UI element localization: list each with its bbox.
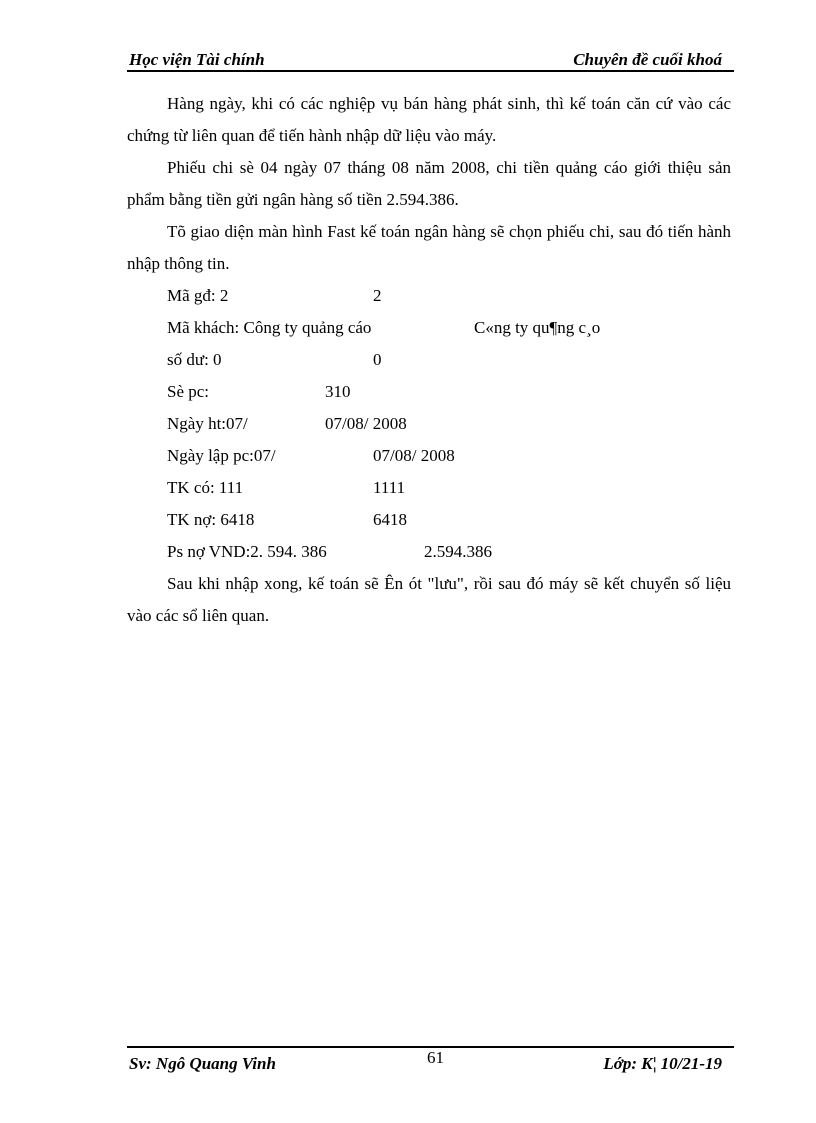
field-row-customer-code — [127, 312, 731, 344]
field-row-credit-account — [127, 472, 731, 504]
field-row-posting-date — [127, 408, 731, 440]
field-row-transaction-code — [127, 280, 731, 312]
field-label: TK có: 111 — [167, 478, 244, 497]
field-row-debit-account — [127, 504, 731, 536]
field-value: 07/08/ 2008 — [325, 414, 407, 433]
field-label: Ps nợ VND:2. 594. 386 — [167, 542, 327, 561]
field-row-debit-amount — [127, 536, 731, 568]
field-label: Mã gđ: 2 — [167, 286, 229, 305]
document-body — [127, 88, 731, 632]
field-value: 07/08/ 2008 — [373, 446, 455, 465]
field-label: Sè pc: — [167, 382, 210, 401]
footer-student: Sv: Ngô Quang Vinh — [129, 1054, 276, 1073]
paragraph-save: Sau khi nhập xong, kế toán sẽ Ên ót "lưu", rồi sau đó máy sẽ kết chuyển số liệu vào các sổ liên quan. — [127, 574, 731, 625]
page-footer — [127, 1046, 734, 1076]
page-number: 61 — [427, 1048, 444, 1067]
paragraph-voucher: Phiếu chi sè 04 ngày 07 tháng 08 năm 2008, chi tiền quảng cáo giới thiệu sản phẩm bằng tiền gửi ngân hàng số tiền 2.594.386. — [127, 158, 731, 209]
field-label: số dư: 0 — [167, 350, 222, 369]
field-value: 310 — [325, 382, 351, 401]
field-label: TK nợ: 6418 — [167, 510, 255, 529]
field-value: 1111 — [373, 478, 406, 497]
field-value: 0 — [373, 350, 382, 369]
field-value: 6418 — [373, 510, 407, 529]
page-header — [127, 48, 734, 72]
footer-class: Lớp: K¦ 10/21-19 — [603, 1054, 722, 1073]
header-institution: Học viện Tài chính — [129, 50, 265, 69]
field-label: Ngày ht:07/ — [167, 414, 248, 433]
field-value: C«ng ty qu¶ng c¸o — [474, 318, 601, 337]
field-value: 2 — [373, 286, 382, 305]
field-label: Ngày lập pc:07/ — [167, 446, 276, 465]
paragraph-intro: Hàng ngày, khi có các nghiệp vụ bán hàng phát sinh, thì kế toán căn cứ vào các chứng từ liên quan để tiến hành nhập dữ liệu vào máy. — [127, 94, 731, 145]
paragraph-interface: Tõ giao diện màn hình Fast kế toán ngân hàng sẽ chọn phiếu chi, sau đó tiến hành nhập thông tin. — [127, 222, 731, 273]
header-rule — [127, 70, 734, 72]
field-row-balance — [127, 344, 731, 376]
field-row-voucher-number — [127, 376, 731, 408]
field-value: 2.594.386 — [424, 542, 492, 561]
field-label: Mã khách: Công ty quảng cáo — [167, 318, 372, 337]
header-document-type: Chuyên đề cuối khoá — [573, 50, 722, 69]
field-row-voucher-date — [127, 440, 731, 472]
